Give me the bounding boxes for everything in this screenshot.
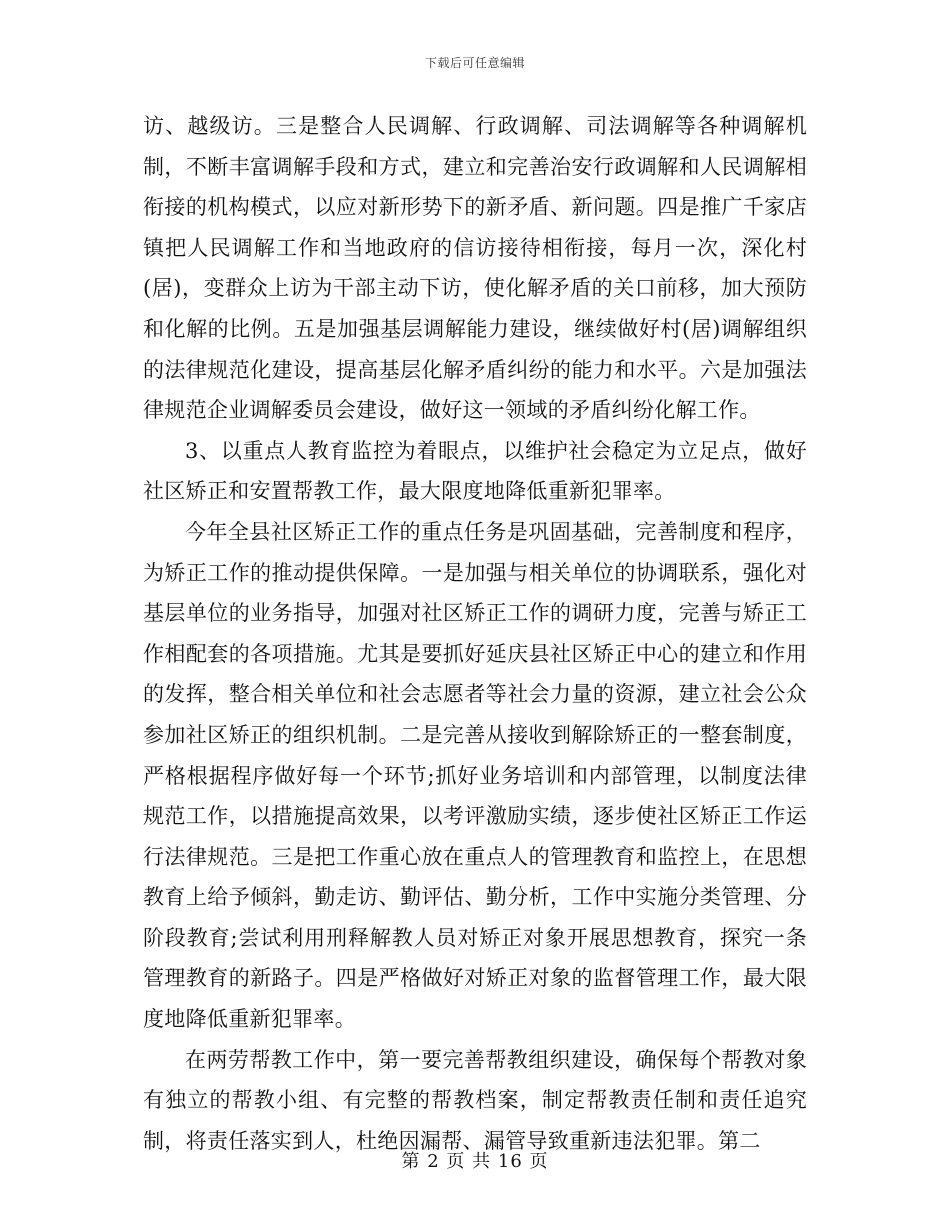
paragraph-4: 在两劳帮教工作中，第一要完善帮教组织建设，确保每个帮教对象有独立的帮教小组、有完整的帮教档案，制定帮教责任制和责任追究制，将责任落实到人，杜绝因漏帮、漏管导致重新违法犯罪。第二 <box>143 1047 807 1153</box>
page-footer <box>0 1147 950 1173</box>
footer-suffix: 页 <box>529 1151 549 1172</box>
paragraph-1: 访、越级访。三是整合人民调解、行政调解、司法调解等各种调解机制，不断丰富调解手段和方式，建立和完善治安行政调解和人民调解相衔接的机构模式，以应对新形势下的新矛盾、新问题。四是推广千家店镇把人民调解工作和当地政府的信访接待相衔接，每月一次，深化村(居)，变群众上访为干部主动下访，使化解矛盾的关口前移，加大预防和化解的比例。五是加强基层调解能力建设，继续做好村(居)调解组织的法律规范化建设，提高基层化解矛盾纠纷的能力和水平。六是加强法律规范企业调解委员会建设，做好这一领域的矛盾纠纷化解工作。 <box>143 114 807 423</box>
footer-current-page: 2 <box>427 1151 440 1172</box>
paragraph-2-heading: 3、以重点人教育监控为着眼点，以维护社会稳定为立足点，做好社区矫正和安置帮教工作，最大限度地降低重新犯罪率。 <box>143 438 807 504</box>
paragraph-3: 今年全县社区矫正工作的重点任务是巩固基础，完善制度和程序，为矫正工作的推动提供保障。一是加强与相关单位的协调联系，强化对基层单位的业务指导，加强对社区矫正工作的调研力度，完善与矫正工作相配套的各项措施。尤其是要抓好延庆县社区矫正中心的建立和作用的发挥，整合相关单位和社会志愿者等社会力量的资源，建立社会公众参加社区矫正的组织机制。二是完善从接收到解除矫正的一整套制度，严格根据程序做好每一个环节;抓好业务培训和内部管理，以制度法律规范工作，以措施提高效果，以考评激励实绩，逐步使社区矫正工作运行法律规范。三是把工作重心放在重点人的管理教育和监控上，在思想教育上给予倾斜，勤走访、勤评估、勤分析，工作中实施分类管理、分阶段教育;尝试利用刑释解教人员对矫正对象开展思想教育，探究一条管理教育的新路子。四是严格做好对矫正对象的监督管理工作，最大限度地降低重新犯罪率。 <box>143 519 807 1032</box>
footer-middle: 页 共 <box>446 1151 492 1172</box>
page-header: 下载后可任意编辑 <box>424 56 525 70</box>
body-text <box>143 106 807 1161</box>
footer-total-pages: 16 <box>497 1151 523 1172</box>
footer-prefix: 第 <box>401 1151 421 1172</box>
